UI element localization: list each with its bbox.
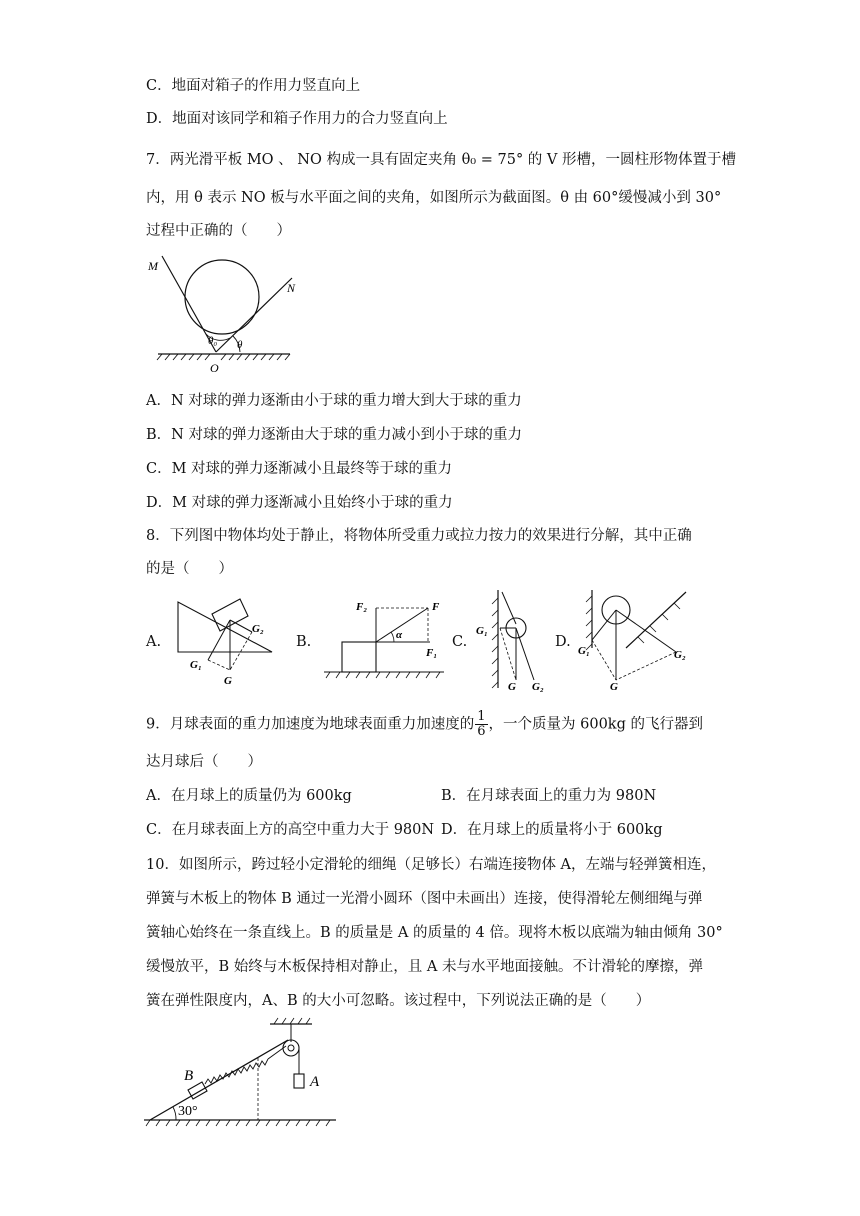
b-label-f2: F₂: [356, 601, 368, 613]
q8-stem-line2: 的是（ ）: [146, 561, 233, 577]
q7-option-b: B．N 对球的弹力逐渐由大于球的重力减小到小于球的重力: [146, 427, 522, 443]
a-label-g1: G₁: [190, 659, 202, 671]
q10-stem-line4: 缓慢放平，B 始终与木板保持相对静止，且 A 未与水平地面接触。不计滑轮的摩擦，弹: [146, 959, 703, 975]
q7-v-groove-figure: [140, 248, 310, 378]
q10-stem-line3: 簧轴心始终在一条直线上。B 的质量是 A 的质量的 4 倍。现将木板以底端为轴由倾角 30°: [146, 925, 723, 941]
q8-label-d: D.: [555, 634, 571, 650]
q9-stem-line2: 达月球后（ ）: [146, 754, 262, 770]
b-label-f: F: [432, 601, 440, 613]
label-b: B: [184, 1068, 194, 1084]
q7-stem-line1: 7．两光滑平板 MO 、 NO 构成一具有固定夹角 θ₀ = 75° 的 V 形槽，一圆柱形物体置于槽: [146, 152, 736, 168]
q8-figure-b: [320, 596, 460, 686]
q7-option-a: A．N 对球的弹力逐渐由小于球的重力增大到大于球的重力: [146, 393, 522, 409]
q8-figure-c: [472, 588, 552, 692]
label-theta: θ: [237, 339, 243, 351]
q7-stem-line2: 内，用 θ 表示 NO 板与水平面之间的夹角，如图所示为截面图。θ 由 60°缓慢减小到 30°: [146, 190, 722, 206]
label-a: A: [310, 1074, 320, 1090]
q9-option-a: A．在月球上的质量仍为 600kg: [146, 788, 352, 804]
d-label-g: G: [610, 681, 618, 692]
c-label-g2: G₂: [532, 681, 544, 692]
q9-fraction: [475, 710, 487, 739]
q9-option-c: C．在月球表面上方的高空中重力大于 980N: [146, 822, 435, 838]
option-c-prev: C．地面对箱子的作用力竖直向上: [146, 78, 361, 94]
q10-stem-line5: 簧在弹性限度内，A、B 的大小可忽略。该过程中，下列说法正确的是（ ）: [146, 993, 651, 1009]
a-label-g: G: [224, 675, 232, 687]
label-angle: 30°: [178, 1104, 198, 1119]
q7-option-c: C．M 对球的弹力逐渐减小且最终等于球的重力: [146, 461, 453, 477]
q7-stem-line3: 过程中正确的（ ）: [146, 223, 291, 239]
q9-option-d: D．在月球上的质量将小于 600kg: [441, 822, 663, 838]
label-theta0: θ₀: [208, 335, 218, 347]
a-label-g2: G₂: [252, 623, 264, 635]
q8-figure-d: [578, 588, 700, 692]
q8-label-a: A.: [146, 634, 162, 650]
q10-incline-pulley-figure: [140, 1016, 340, 1132]
q8-stem-line1: 8．下列图中物体均处于静止，将物体所受重力或拉力按力的效果进行分解，其中正确: [146, 528, 692, 544]
b-label-f1: F₁: [426, 647, 438, 659]
q10-stem-line2: 弹簧与木板上的物体 B 通过一光滑小圆环（图中未画出）连接，使得滑轮左侧细绳与弹: [146, 891, 703, 907]
option-d-prev: D．地面对该同学和箱子作用力的合力竖直向上: [146, 111, 448, 127]
label-m: M: [148, 259, 158, 273]
q9-stem-line1: [146, 710, 703, 739]
q7-option-d: D．M 对球的弹力逐渐减小且始终小于球的重力: [146, 495, 453, 511]
label-n: N: [287, 281, 296, 295]
c-label-g: G: [508, 681, 516, 692]
q9-stem-pre: 9．月球表面的重力加速度为地球表面重力加速度的: [146, 716, 475, 733]
q9-option-b: B．在月球表面上的重力为 980N: [441, 788, 657, 804]
q9-frac-num: 1: [477, 709, 486, 724]
q8-label-c: C.: [452, 634, 468, 650]
q10-stem-line1: 10．如图所示，跨过轻小定滑轮的细绳（足够长）右端连接物体 A，左端与轻弹簧相连，: [146, 857, 717, 873]
b-label-alpha: α: [396, 629, 403, 641]
q9-stem-post: ，一个质量为 600kg 的飞行器到: [488, 716, 703, 733]
c-label-g1: G₁: [476, 625, 488, 637]
q8-label-b: B.: [296, 634, 312, 650]
q9-frac-den: 6: [477, 724, 486, 739]
d-label-g2: G₂: [674, 649, 686, 661]
q8-figure-a: [168, 596, 280, 688]
label-o: O: [210, 361, 219, 375]
d-label-g1: G₁: [578, 645, 590, 657]
